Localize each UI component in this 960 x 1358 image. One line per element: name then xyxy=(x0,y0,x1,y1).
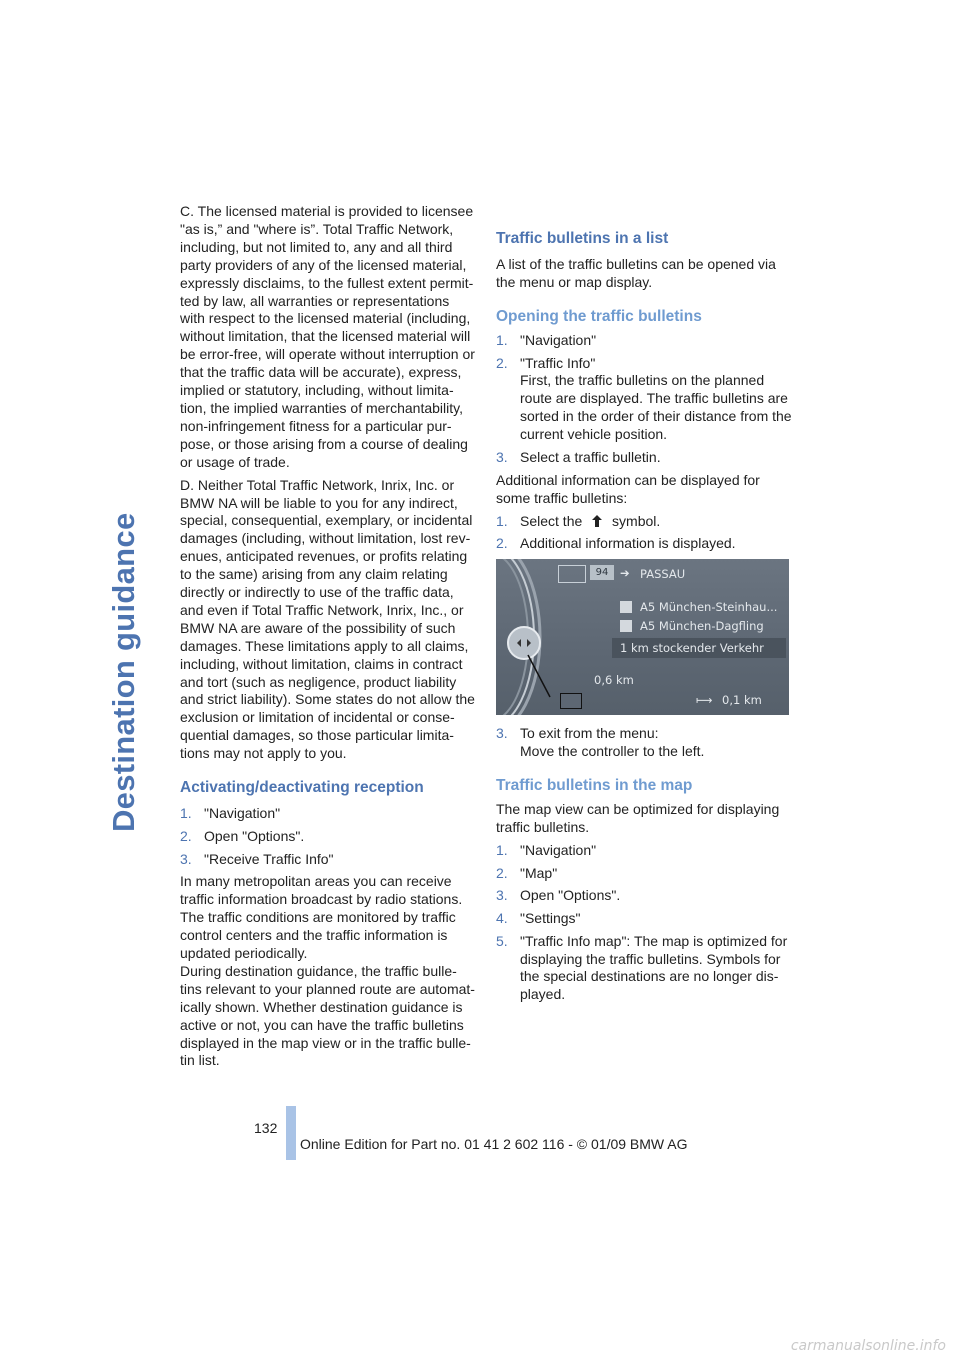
list-item xyxy=(496,449,792,467)
step-text: "Traffic Info" xyxy=(520,354,596,371)
step-number: 1. xyxy=(496,512,508,529)
step-text: "Navigation" xyxy=(204,805,281,822)
list-item xyxy=(496,887,792,905)
step-number: 2. xyxy=(496,535,508,552)
guidance-paragraph: During destination guidance, the traffic bulle-tins relevant to your planned route are automat-ically shown. Whether destination guidance is active or not, you can have the traffic bulletins displayed in the map view or in the traffic bulle-tin list. xyxy=(180,962,475,1069)
step-text: "Map" xyxy=(520,864,558,881)
section-side-title: Destination guidance xyxy=(106,512,141,832)
list-item xyxy=(496,513,792,531)
bulletin-item-2[interactable]: A5 München-Dagfling xyxy=(640,619,764,634)
list-item xyxy=(496,865,792,883)
step-number: 2. xyxy=(496,354,508,371)
bulletin-checkbox-icon xyxy=(620,601,632,613)
map-scale-label: 0,1 km xyxy=(722,693,762,708)
traffic-info-screenshot xyxy=(496,559,789,715)
activating-steps-list xyxy=(180,805,476,868)
controller-wheel-icon xyxy=(496,559,558,715)
step-number: 1. xyxy=(496,841,508,858)
step-text: "Traffic Info map": The map is optimized for displaying the traffic bulletins. Symbols for the special destinations are no longer dis-played. xyxy=(520,932,788,1003)
step-text: To exit from the menu: xyxy=(520,725,659,742)
step-number: 2. xyxy=(180,827,192,844)
bulletin-checkbox-icon xyxy=(620,620,632,632)
footer-accent-bar xyxy=(286,1106,296,1160)
route-number-badge: 94 xyxy=(590,565,614,580)
step-text: Select a traffic bulletin. xyxy=(520,448,661,465)
step-number: 3. xyxy=(496,725,508,742)
step-subtext: Move the controller to the left. xyxy=(520,743,705,760)
list-item xyxy=(496,725,792,761)
scale-bar-icon: ⟼ xyxy=(696,693,713,708)
list-item xyxy=(180,851,476,869)
step-text: "Navigation" xyxy=(520,841,597,858)
list-item xyxy=(496,842,792,860)
heading-bulletins-list: Traffic bulletins in a list xyxy=(496,230,669,247)
step-text: "Navigation" xyxy=(520,331,597,348)
step-number: 1. xyxy=(496,331,508,348)
site-watermark: carmanualsonline.info xyxy=(790,1338,946,1354)
map-steps-list xyxy=(496,842,792,1004)
right-column xyxy=(496,230,792,1009)
left-column xyxy=(180,203,476,1075)
step-number: 1. xyxy=(180,805,192,822)
step-number: 5. xyxy=(496,932,508,949)
list-item xyxy=(496,910,792,928)
list-item xyxy=(496,332,792,350)
opening-steps-list xyxy=(496,332,792,467)
step-number: 2. xyxy=(496,864,508,881)
additional-info-paragraph: Additional information can be displayed for some traffic bulletins: xyxy=(496,471,760,506)
step-text: Additional information is displayed. xyxy=(520,535,736,552)
list-item xyxy=(180,828,476,846)
heading-bulletins-map: Traffic bulletins in the map xyxy=(496,776,693,794)
list-item xyxy=(496,355,792,445)
list-item xyxy=(496,933,792,1005)
metro-paragraph: In many metropolitan areas you can receive traffic information broadcast by radio stations. The traffic conditions are monitored by traffic control centers and the traffic information is updated periodically. xyxy=(180,873,463,962)
heading-opening-bulletins: Opening the traffic bulletins xyxy=(496,307,702,325)
list-item xyxy=(496,535,792,553)
step-number: 4. xyxy=(496,909,508,926)
step-subtext: First, the traffic bulletins on the planned route are displayed. The traffic bulletins are sorted in the order of their distance from the current vehicle position. xyxy=(520,372,792,443)
disclaimer-paragraph-c: C. The licensed material is provided to licensee "as is,” and "where is”. Total Traffic Network, including, but not limited to, any and all third party providers of any of the licensed material, expressly disclaims, to the fullest extent permit-ted by law, all warranties or representations with respect to the licensed material (including, without limitation, that the licensed material will be error-free, will operate without interruption or that the traffic data will be accurate), express, implied or statutory, including, without limita-tion, the implied warranties of merchantability, non-infringement fitness for a particular pur-pose, or those arising from a course of dealing or usage of trade. xyxy=(180,203,475,470)
step-text: Select the xyxy=(520,512,583,529)
bulletins-map-paragraph: The map view can be optimized for displaying traffic bulletins. xyxy=(496,800,780,835)
page-number: 132 xyxy=(254,1120,278,1136)
destination-label: PASSAU xyxy=(640,567,686,582)
step-text-after: symbol. xyxy=(612,512,661,529)
heading-activating-reception: Activating/deactivating reception xyxy=(180,779,424,797)
bulletin-item-1[interactable]: A5 München-Steinhau... xyxy=(640,600,778,615)
list-item xyxy=(180,805,476,823)
pointer-target-box xyxy=(560,693,582,709)
edition-footer: Online Edition for Part no. 01 41 2 602 116 - © 01/09 BMW AG xyxy=(300,1136,688,1152)
disclaimer-paragraph-d: D. Neither Total Traffic Network, Inrix, Inc. or BMW NA will be liable to you for any indirect, special, consequential, exemplary, or incidental damages (including, without limitation, lost rev-enues, anticipated revenues, or profits relating to the same) arising from any claim relating directly or indirectly to use of the traffic data, and even if Total Traffic Network, Inrix, Inc., or BMW NA are aware of the possibility of such damages. These limitations apply to all claims, including, without limitation, claims in contract and tort (such as negligence, product liability and strict liability). Some states do not allow the exclusion or limitation of incidental or conse-quential damages, so those particular limita-tions may not apply to you. xyxy=(180,476,475,762)
step-text: "Settings" xyxy=(520,909,581,926)
destination-arrow-icon: ➔ xyxy=(620,566,630,581)
additional-steps-list xyxy=(496,513,792,554)
list-view-icon xyxy=(558,565,586,583)
exit-step-list xyxy=(496,725,792,761)
step-number: 3. xyxy=(496,887,508,904)
step-text: "Receive Traffic Info" xyxy=(204,850,334,867)
info-symbol-icon xyxy=(588,514,606,528)
step-number: 3. xyxy=(496,448,508,465)
step-text: Open "Options". xyxy=(204,827,305,844)
bulletins-list-paragraph: A list of the traffic bulletins can be opened via the menu or map display. xyxy=(496,256,776,290)
bulletin-detail: 1 km stockender Verkehr xyxy=(620,641,764,656)
step-number: 3. xyxy=(180,850,192,867)
distance-readout: 0,6 km xyxy=(594,673,634,688)
step-text: Open "Options". xyxy=(520,887,621,904)
